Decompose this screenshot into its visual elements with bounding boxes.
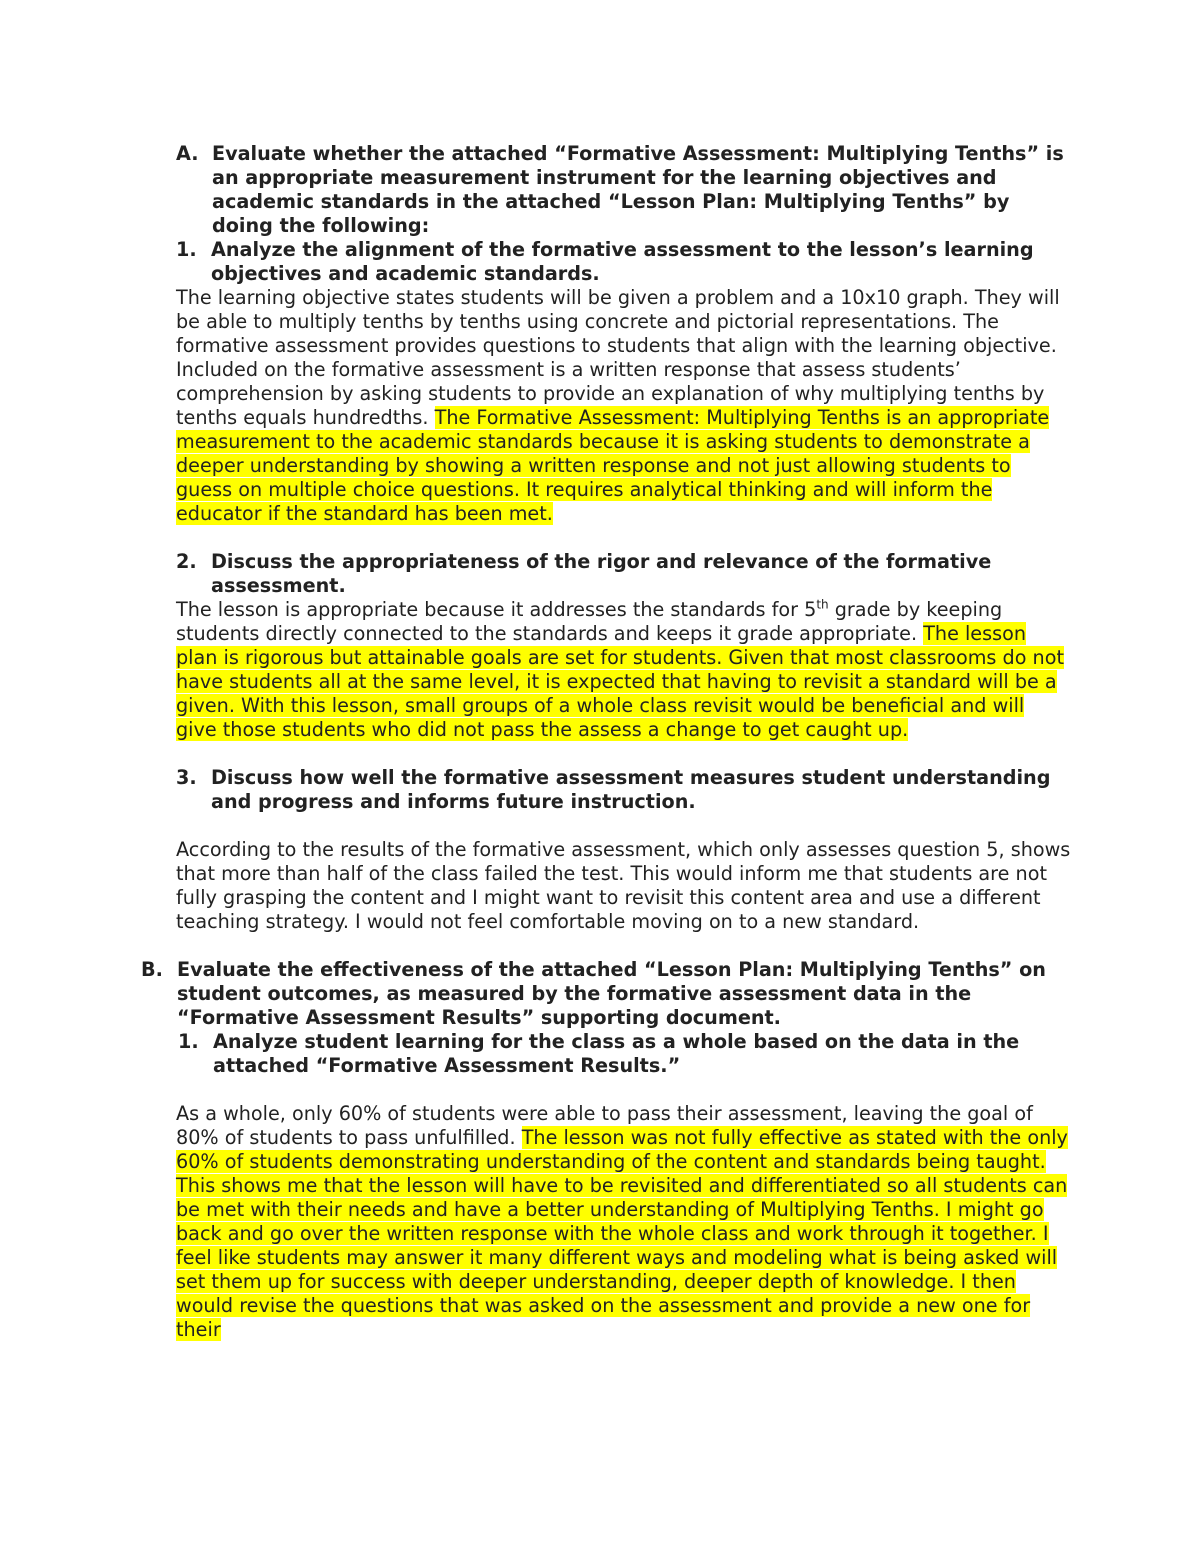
spacer: [141, 934, 1071, 958]
section-b-heading: [141, 958, 1071, 1030]
section-a-title: Evaluate whether the attached “Formative Assessment: Multiplying Tenths” is an appropriate measurement instrument for the learning objectives and academic standards in the attached “Lesson Plan: Multiplying Tenths” by doing the following:: [212, 142, 1064, 237]
item-a1-response: [141, 286, 1071, 526]
item-a1-marker: 1.: [176, 238, 197, 261]
item-a2-marker: 2.: [176, 550, 197, 573]
item-a2-response-superscript: th: [816, 597, 829, 612]
item-a2-response-plain-2: grade by keeping students directly connected to the standards and keeps it grade appropriate.: [176, 598, 1003, 645]
item-a1-title: Analyze the alignment of the formative assessment to the lesson’s learning objectives and academic standards.: [211, 238, 1034, 285]
section-b-marker: B.: [141, 958, 163, 981]
spacer: [141, 742, 1071, 766]
item-a1-heading: [141, 238, 1071, 286]
document-body: [141, 142, 1071, 1342]
spacer: [141, 814, 1071, 838]
section-a-marker: A.: [176, 142, 199, 165]
item-b1-response-highlight: The lesson was not fully effective as stated with the only 60% of students demonstrating understanding of the content and standards being taught. This shows me that the lesson will have to be revisited and differentiated so all students can be met with their needs and have a better understanding of Multiplying Tenths. I might go back and go over the written response with the whole class and work through it together. I feel like students may answer it many different ways and modeling what is being asked will set them up for success with deeper understanding, deeper depth of knowledge. I then would revise the questions that was asked on the assessment and provide a new one for their: [176, 1126, 1068, 1341]
spacer: [141, 1078, 1071, 1102]
item-b1-response: [141, 1102, 1071, 1342]
spacer: [141, 526, 1071, 550]
item-a2-response-plain-1: The lesson is appropriate because it addresses the standards for 5: [176, 598, 817, 621]
item-a2-response: [141, 598, 1071, 742]
item-a3-marker: 3.: [176, 766, 197, 789]
item-b1-response-plain: As a whole, only 60% of students were able to pass their assessment, leaving the goal of 80% of students to pass unfulfilled.: [176, 1102, 1033, 1149]
item-a3-response: [141, 838, 1071, 934]
item-a3-response-plain: According to the results of the formative assessment, which only assesses question 5, shows that more than half of the class failed the test. This would inform me that students are not fully grasping the content and I might want to revisit this content area and use a different teaching strategy. I would not feel comfortable moving on to a new standard.: [176, 838, 1071, 933]
item-a1-response-plain: The learning objective states students will be given a problem and a 10x10 graph. They will be able to multiply tenths by tenths using concrete and pictorial representations. The formative assessment provides questions to students that align with the learning objective. Included on the formative assessment is a written response that assess students’ comprehension by asking students to provide an explanation of why multiplying tenths by tenths equals hundredths.: [176, 286, 1060, 429]
item-b1-marker: 1.: [178, 1030, 199, 1053]
item-b1-heading: [141, 1030, 1071, 1078]
item-a1-response-highlight: The Formative Assessment: Multiplying Tenths is an appropriate measurement to the academic standards because it is asking students to demonstrate a deeper understanding by showing a written response and not just allowing students to guess on multiple choice questions. It requires analytical thinking and will inform the educator if the standard has been met.: [176, 406, 1050, 525]
item-a2-response-highlight: The lesson plan is rigorous but attainable goals are set for students. Given that most classrooms do not have students all at the same level, it is expected that having to revisit a standard will be a given. With this lesson, small groups of a whole class revisit would be beneficial and will give those students who did not pass the assess a change to get caught up.: [176, 622, 1064, 741]
item-a3-heading: [141, 766, 1071, 814]
item-a2-heading: [141, 550, 1071, 598]
item-a3-title: Discuss how well the formative assessment measures student understanding and progress and informs future instruction.: [211, 766, 1051, 813]
section-b-title: Evaluate the effectiveness of the attached “Lesson Plan: Multiplying Tenths” on student outcomes, as measured by the formative assessment data in the “Formative Assessment Results” supporting document.: [177, 958, 1046, 1029]
section-a-heading: [176, 142, 1071, 238]
item-b1-title: Analyze student learning for the class as a whole based on the data in the attached “Formative Assessment Results.”: [213, 1030, 1020, 1077]
item-a2-title: Discuss the appropriateness of the rigor and relevance of the formative assessment.: [211, 550, 992, 597]
